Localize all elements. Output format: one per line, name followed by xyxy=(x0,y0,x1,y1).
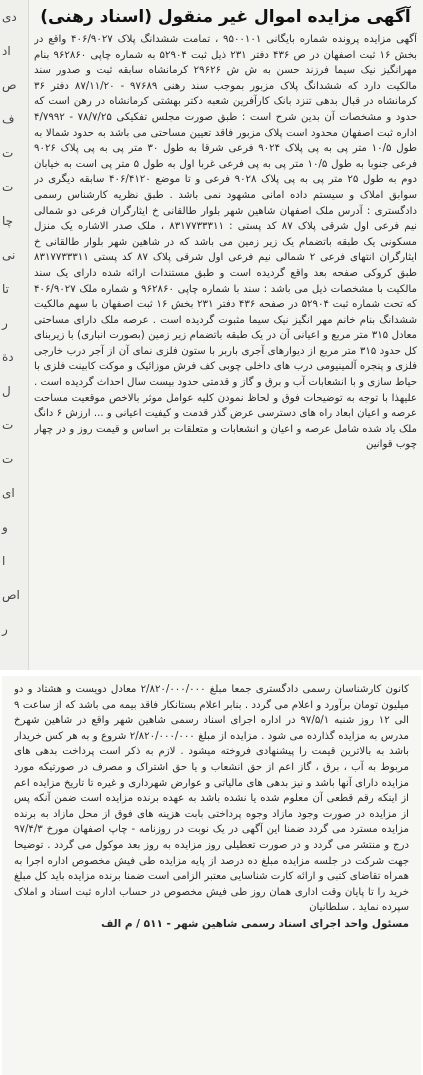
adjacent-column-text: ای xyxy=(2,486,15,500)
adjacent-column-text: تا xyxy=(2,282,9,296)
auction-notice-clipping-bottom xyxy=(2,676,421,1075)
adjacent-column-text: ت xyxy=(2,146,14,160)
adjacent-column-text: ت xyxy=(2,418,14,432)
adjacent-column-text: نی xyxy=(2,248,16,262)
adjacent-column-text: اص xyxy=(2,588,20,602)
adjacent-column-text: ل xyxy=(2,384,11,398)
adjacent-column-text: ت xyxy=(2,452,14,466)
notice-body-part2: کانون کارشناسان رسمی دادگستری جمعا مبلغ ۲/۸۲۰/۰۰۰/۰۰۰ معادل دویست و هشتاد و دو میلیون تومان برآورد و اعلام می گردد . بنابر اعلام بستانکار فاقد بیمه می باشد که از ساعت ۹ الی ۱۲ روز شنبه ۹۷/۵/۱ در اداره اجرای اسناد رسمی شاهین شهر واقع در شاهین شهرخ مدرس به مزایده گذارده می شود . مزایده از مبلغ ۲/۸۲۰/۰۰۰/۰۰۰ شروع و به هر کس خریدار باشد به بالاترین قیمت را پیشنهادی فروخته میشود . لازم به ذکر است پرداخت بدهی های مربوط به آب ، برق ، گاز اعم از حق انشعاب و یا حق اشتراک و مصرف در صورتیکه مورد مزایده دارای آنها باشد و نیز بدهی های مالیاتی و عوارض شهرداری و غیره تا تاریخ مزایده اعم از اینکه رقم قطعی آن معلوم شده یا نشده باشد به عهده برنده مزایده است ضمن آنکه پس از مزایده در صورت وجود مازاد وجوه پرداختی بابت هزینه های فوق از محل مازاد به برنده مزایده مسترد می گردد ضمنا این آگهی در یک نوبت در روزنامه - چاپ اصفهان مورخ ۹۷/۴/۳ درج و منتشر می گردد و در صورت تعطیلی روز مزایده به روز بعد موکول می گردد . توضیحا جهت شرکت در جلسه مزایده مبلغ ده درصد از پایه مزایده طی فیش مخصوص اداره اجرا به همراه تقاضای کتبی و ارائه کارت شناسایی معتبر الزامی است ضمنا برنده مزایده باید کل مبلغ خرید را تا پایان وقت اداری همان روز طی فیش مخصوص در حساب اداره ثبت اسناد و املاک سپرده نماید . سلطانیان xyxy=(14,684,409,914)
adjacent-column-text: ر xyxy=(2,316,8,330)
adjacent-column-text: ف xyxy=(2,112,15,126)
adjacent-column-text: ص xyxy=(2,78,17,92)
notice-continuation-column xyxy=(14,682,409,1072)
notice-signature: مسئول واحد اجرای اسناد رسمی شاهین شهر - ۵۱۱ / م الف xyxy=(101,917,409,930)
adjacent-column-text: دی xyxy=(2,10,17,24)
adjacent-column-fragment xyxy=(0,0,29,670)
adjacent-column-text: ا xyxy=(2,554,6,568)
adjacent-column-text: و xyxy=(2,520,8,534)
adjacent-column-text: دة xyxy=(2,350,14,364)
adjacent-column-text: ت xyxy=(2,180,14,194)
adjacent-column-text: ر xyxy=(2,622,8,636)
notice-body-part1: آگهی مزایده پرونده شماره بایگانی ۹۵۰۰۱۰۱ ، تمامت ششدانگ پلاک ۴۰۶/۹۰۲۷ واقع در بخش ۱۶ ثبت اصفهان در ص ۴۳۶ دفتر ۲۳۱ ذیل ثبت ۵۲۹۰۴ به شماره چاپی ۹۶۲۸۶۰ بنام مهرانگیز نیک سیما فرزند حسن به ش ش ۲۹۶۲۶ کرمانشاه سابقه ثبت و صدور سند مالکیت دارد که ششدانگ پلاک مزبور بموجب سند رهنی ۹۷۶۸۹ - ۸۷/۱۱/۲۰ دفتر ۳۶ کرمانشاه در قبال بدهی تنزد بانک کارآفرین شعبه دکتر بهشتی کرمانشاه در رهن است که حدود و مشخصات آن بدین شرح است : طبق صورت مجلس تفکیکی ۷۸/۷/۲۵ - ۴/۷۹۹۲ اداره ثبت اصفهان محدود است پلاک مزبور فاقد تعیین مساحتی می باشد به حدود شمالا به طول ۱۰/۵ متر پی به پی پلاک ۹۰۲۴ فرعی شرقا به طول ۳۰ متر پی به پی پلاک ۹۰۲۶ فرعی جنوبا به طول ۱۰/۵ متر پی به پی فرعی غربا اول به طول ۵ متر پی است به خیابان دوم به طول ۲۵ متر پی به پی پلاک ۹۰۲۸ فرعی و تا موضع ۴۰۶/۴۱۲۰ سابقه دیگری در سوابق املاک و سیستم داده امانی مشهود نمی باشد . طبق نظریه کارشناس رسمی دادگستری : آدرس ملک اصفهان شاهین شهر بلوار طالقانی خ ایثارگران فرعی دو شمالی نیم فرعی اول شرقی پلاک ۸۷ کد پستی : ۸۳۱۷۷۳۳۳۱۱ ، ملک صدر الاشاره یک منزل مسکونی یک طبقه باتضمام یک زیر زمین می باشد که در شاهین شهر بلوار طالقانی خ ایثارگران انتهای فرعی ۲ شمالی نیم فرعی اول شرقی پلاک ۸۷ کد پستی ۸۳۱۷۷۳۳۳۱۱ طبق کروکی صفحه بعد واقع گردیده است و طبق مستندات ارائه شده دارای یک سند مالکیت با مشخصات ذیل می باشد : سند با شماره چاپی ۹۶۲۸۶۰ و شماره ملک ۴۰۶/۹۰۲۷ که تحت شماره ثبت ۵۲۹۰۴ در صفحه ۴۳۶ دفتر ۲۳۱ بخش ۱۶ ثبت اصفهان با سهم مالکیت ششدانگ بنام خانم مهر انگیز نیک سیما مثبوت گردیده است . عرصه ملک دارای مساحتی معادل ۳۱۵ متر مربع و اعیانی آن در یک طبقه باتضمام زیر زمین (بصورت انباری) با زیربنای کل حدود ۳۱۵ متر مربع از دیوارهای آجری باربر با ستون فلزی نمای آن از آجر درب خارجی فلزی و پنجره آلمینیومی درب های داخلی چوبی کف فرش موزائیک و موکت کابینت فلزی با حیاط سازی و با انشعابات آب و برق و گاز و قدمتی حدود بیست سال احداث گردیده است . علیهذا با توجه به توضیحات فوق و لحاظ نمودن کلیه عوامل موثر بالاخص موقعیت مساحت عرصه و اعیان ابعاد راه های دسترسی عرض گذر قدمت و کیفیت اعیانی و ... ارزش ۶ دانگ ملک یاد شده شامل عرصه و اعیان و انشعابات و متعلقات بر اساس و قیمت روز و در چهار چوب قوانین xyxy=(34,34,417,451)
notice-title: آگهی مزایده اموال غیر منقول (اسناد رهنی) xyxy=(40,7,411,27)
adjacent-column-text: چا xyxy=(2,214,14,228)
notice-column xyxy=(34,6,417,666)
adjacent-column-text: اد xyxy=(2,44,11,58)
